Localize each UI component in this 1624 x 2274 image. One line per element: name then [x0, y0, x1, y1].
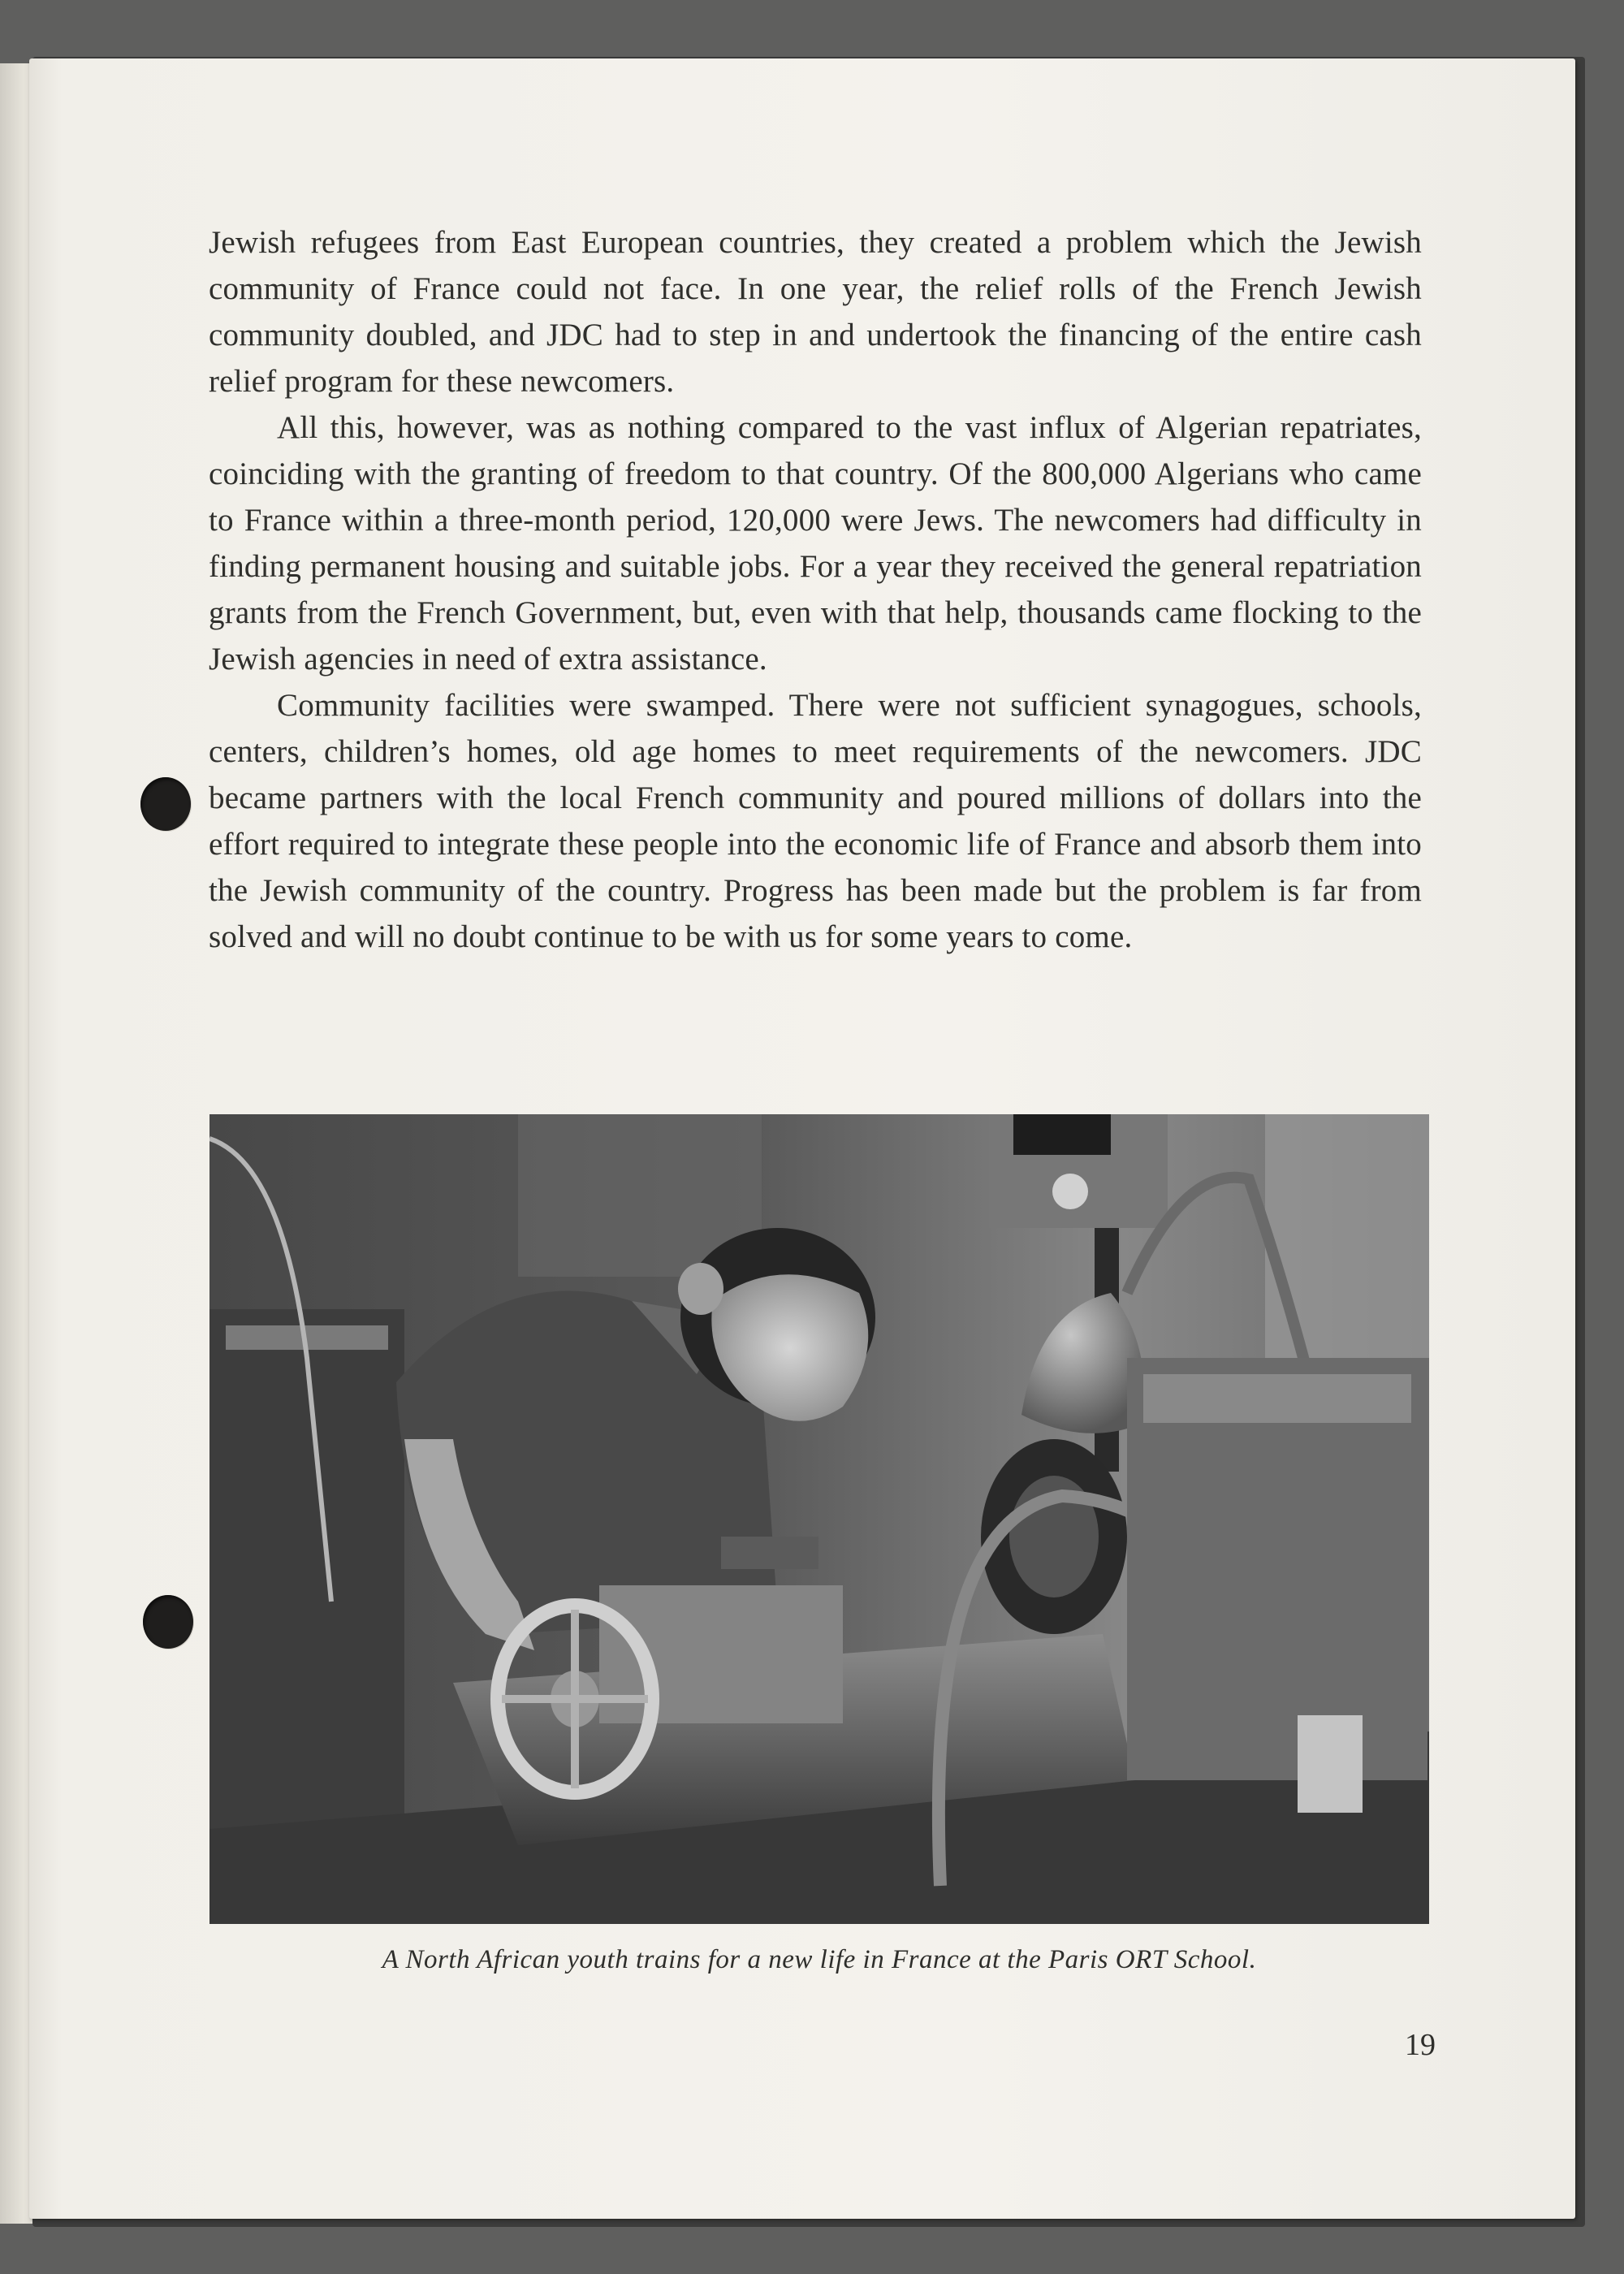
paragraph-1: Jewish refugees from East European countries, they created a problem which the Jewish community of France could not face. In one year, the relief rolls of the French Jewish community doubled, and JDC had to step in and undertook the financing of the entire cash relief program for these newcomers.: [209, 225, 1422, 399]
page-number: 19: [1405, 2028, 1436, 2062]
paragraph-2: All this, however, was as nothing compared to the vast influx of Algerian repatriates, coinciding with the granting of freedom to that country. Of the 800,000 Algerians who came to France within a three-month period, 120,000 were Jews. The newcomers had difficulty in finding permanent housing and suitable jobs. For a year they received the general repatriation grants from the French Government, but, even with that help, thousands came flocking to the Jewish agencies in need of extra assistance.: [209, 410, 1422, 677]
binder-hole-bottom: [143, 1595, 193, 1649]
body-text: [209, 219, 1422, 960]
binder-hole-top: [140, 777, 191, 831]
paragraph-3: Community facilities were swamped. There were not sufficient synagogues, schools, centers, children’s homes, old age homes to meet requirements of the newcomers. JDC became partners with the local French community and poured millions of dollars into the effort required to integrate these people into the economic life of France and absorb them into the Jewish community of the country. Progress has been made but the problem is far from solved and will no doubt continue to be with us for some years to come.: [209, 688, 1422, 954]
photograph-lathe-student: [209, 1114, 1429, 1924]
photograph-illustration: [209, 1114, 1429, 1924]
photo-caption: A North African youth trains for a new life in France at the Paris ORT School.: [382, 1945, 1257, 1974]
